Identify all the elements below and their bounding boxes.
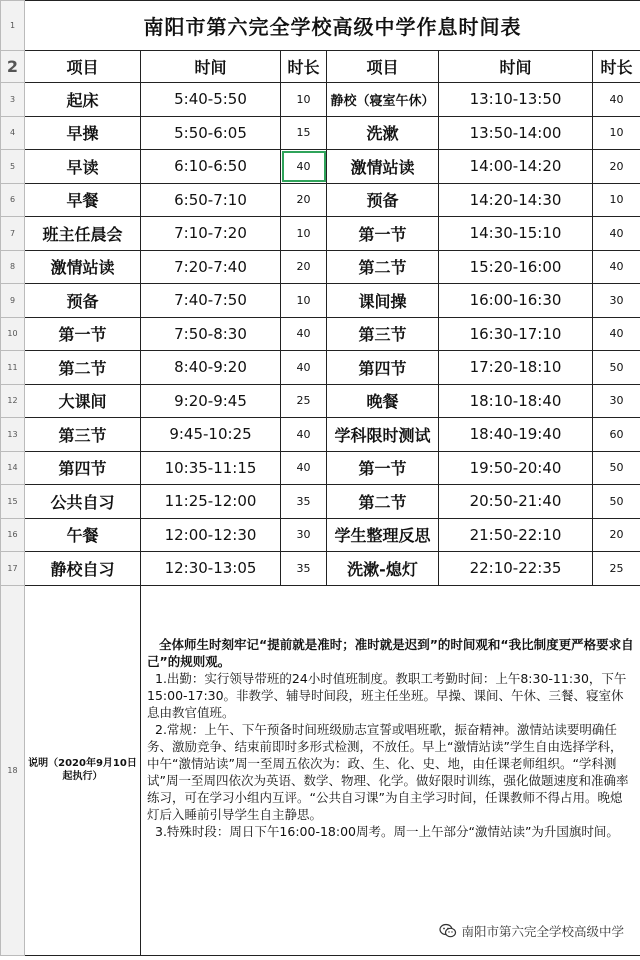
left-duration-cell[interactable]: 10 [281,284,327,318]
notes-text [141,586,640,840]
sheet-title[interactable]: 南阳市第六完全学校高级中学作息时间表 [25,1,640,51]
schedule-row [1,485,640,519]
right-time-cell[interactable]: 14:30-15:10 [439,217,593,251]
left-item-cell[interactable]: 班主任晨会 [25,217,141,251]
schedule-row [1,217,640,251]
left-duration-cell[interactable]: 40 [281,451,327,485]
selected-cell[interactable]: 40 [281,150,327,184]
left-time-cell[interactable]: 7:50-8:30 [141,317,281,351]
row-number[interactable]: 9 [1,284,25,318]
row-number[interactable]: 11 [1,351,25,385]
right-item-cell[interactable]: 第四节 [327,351,439,385]
right-duration-cell[interactable]: 60 [593,418,640,452]
row-number[interactable]: 8 [1,250,25,284]
left-item-cell[interactable]: 起床 [25,83,141,117]
right-duration-cell[interactable]: 25 [593,552,640,586]
left-duration-cell[interactable]: 35 [281,485,327,519]
right-item-cell[interactable]: 学生整理反思 [327,518,439,552]
left-time-cell[interactable]: 8:40-9:20 [141,351,281,385]
notes-routine: 2.常规：上午、下午预备时间班级励志宣誓或唱班歌，振奋精神。激情站读要明确任务、激励竞争、结束前即时多形式检测，不放任。早上“激情站读”学生自由选择学科，中午“激情站读”周一至周五依次为：政、生、化、史、地，由任课老师组织。“学科测试”周一至周四依次为英语、数学、物理、化学。做好限时训练，强化做题速度和准确率练习，可在学习小组内互评。“公共自习课”为自主学习时间，任课教师不得占用。晚熄灯后入睡前引导学生自主静思。 [147,721,629,822]
right-item-cell[interactable]: 洗漱 [327,116,439,150]
left-time-cell[interactable]: 9:45-10:25 [141,418,281,452]
right-time-cell[interactable]: 18:40-19:40 [439,418,593,452]
right-time-cell[interactable]: 16:30-17:10 [439,317,593,351]
left-time-cell[interactable]: 7:40-7:50 [141,284,281,318]
right-duration-cell[interactable]: 40 [593,217,640,251]
right-item-cell[interactable]: 第一节 [327,451,439,485]
wechat-icon [439,922,457,940]
row-number[interactable]: 7 [1,217,25,251]
left-item-cell[interactable]: 早读 [25,150,141,184]
left-time-cell[interactable]: 12:30-13:05 [141,552,281,586]
schedule-row [1,116,640,150]
left-time-cell[interactable]: 6:50-7:10 [141,183,281,217]
right-item-cell[interactable]: 第二节 [327,485,439,519]
schedule-row [1,384,640,418]
left-item-cell[interactable]: 激情站读 [25,250,141,284]
left-item-cell[interactable]: 第二节 [25,351,141,385]
header-duration-left[interactable]: 时长 [281,51,327,83]
row-number[interactable]: 16 [1,518,25,552]
right-time-cell[interactable]: 15:20-16:00 [439,250,593,284]
right-time-cell[interactable]: 13:10-13:50 [439,83,593,117]
row-number[interactable]: 17 [1,552,25,586]
left-duration-cell[interactable]: 30 [281,518,327,552]
row-number[interactable]: 18 [1,585,25,955]
right-item-cell[interactable]: 晚餐 [327,384,439,418]
left-duration-cell[interactable]: 40 [281,351,327,385]
right-duration-cell[interactable]: 10 [593,116,640,150]
right-duration-cell[interactable]: 50 [593,351,640,385]
right-time-cell[interactable]: 18:10-18:40 [439,384,593,418]
left-item-cell[interactable]: 第一节 [25,317,141,351]
right-duration-cell[interactable]: 50 [593,485,640,519]
schedule-row [1,418,640,452]
schedule-row [1,83,640,117]
right-item-cell[interactable]: 预备 [327,183,439,217]
left-time-cell[interactable]: 11:25-12:00 [141,485,281,519]
left-duration-cell[interactable]: 40 [281,317,327,351]
title-row [1,1,640,51]
right-time-cell[interactable]: 16:00-16:30 [439,284,593,318]
left-item-cell[interactable]: 午餐 [25,518,141,552]
right-time-cell[interactable]: 19:50-20:40 [439,451,593,485]
notes-lead: 全体师生时刻牢记“提前就是准时；准时就是迟到”的时间观和“我比制度更严格要求自己”的规则观。 [147,636,634,669]
left-item-cell[interactable]: 早操 [25,116,141,150]
header-duration-right[interactable]: 时长 [593,51,640,83]
notes-label-cell[interactable]: 说明（2020年9月10日起执行） [25,585,141,955]
right-time-cell[interactable]: 21:50-22:10 [439,518,593,552]
right-item-cell[interactable]: 洗漱-熄灯 [327,552,439,586]
right-duration-cell[interactable]: 40 [593,83,640,117]
right-item-cell[interactable]: 第三节 [327,317,439,351]
left-time-cell[interactable]: 7:10-7:20 [141,217,281,251]
right-time-cell[interactable]: 17:20-18:10 [439,351,593,385]
left-time-cell[interactable]: 6:10-6:50 [141,150,281,184]
right-duration-cell[interactable]: 50 [593,451,640,485]
schedule-row [1,518,640,552]
right-item-cell[interactable]: 学科限时测试 [327,418,439,452]
row-number[interactable]: 4 [1,116,25,150]
row-number[interactable]: 15 [1,485,25,519]
row-number[interactable]: 10 [1,317,25,351]
left-time-cell[interactable]: 12:00-12:30 [141,518,281,552]
left-item-cell[interactable]: 公共自习 [25,485,141,519]
right-duration-cell[interactable]: 40 [593,317,640,351]
schedule-row [1,552,640,586]
schedule-row [1,451,640,485]
right-item-cell[interactable]: 激情站读 [327,150,439,184]
right-item-cell[interactable]: 第二节 [327,250,439,284]
left-item-cell[interactable]: 预备 [25,284,141,318]
row-number[interactable]: 3 [1,83,25,117]
left-item-cell[interactable]: 静校自习 [25,552,141,586]
right-time-cell[interactable]: 22:10-22:35 [439,552,593,586]
left-time-cell[interactable]: 5:40-5:50 [141,83,281,117]
row-number[interactable]: 2 [1,51,25,83]
right-time-cell[interactable]: 14:00-14:20 [439,150,593,184]
left-duration-cell[interactable]: 25 [281,384,327,418]
schedule-row [1,250,640,284]
notes-cell[interactable] [141,585,640,955]
left-duration-cell[interactable]: 15 [281,116,327,150]
row-number[interactable]: 6 [1,183,25,217]
schedule-row [1,150,640,184]
notes-special: 3.特殊时段：周日下午16:00-18:00周考。周一上午部分“激情站读”为升国旗时间。 [155,823,619,839]
left-time-cell[interactable]: 7:20-7:40 [141,250,281,284]
schedule-row [1,284,640,318]
right-item-cell[interactable]: 第一节 [327,217,439,251]
header-time-left[interactable]: 时间 [141,51,281,83]
left-item-cell[interactable]: 第四节 [25,451,141,485]
right-duration-cell[interactable]: 40 [593,250,640,284]
schedule-row [1,183,640,217]
right-duration-cell[interactable]: 30 [593,384,640,418]
watermark [439,922,624,940]
left-item-cell[interactable]: 第三节 [25,418,141,452]
row-number[interactable]: 1 [1,1,25,51]
row-number[interactable]: 13 [1,418,25,452]
notes-row [1,585,640,955]
row-number[interactable]: 12 [1,384,25,418]
left-duration-cell[interactable]: 40 [281,418,327,452]
left-time-cell[interactable]: 10:35-11:15 [141,451,281,485]
left-duration-cell[interactable]: 20 [281,250,327,284]
left-duration-cell[interactable]: 35 [281,552,327,586]
left-duration-cell[interactable]: 10 [281,83,327,117]
right-time-cell[interactable]: 13:50-14:00 [439,116,593,150]
left-duration-cell[interactable]: 20 [281,183,327,217]
header-item-left[interactable]: 项目 [25,51,141,83]
header-time-right[interactable]: 时间 [439,51,593,83]
right-item-cell[interactable]: 课间操 [327,284,439,318]
right-item-cell[interactable]: 静校（寝室午休） [327,83,439,117]
right-duration-cell[interactable]: 20 [593,150,640,184]
notes-attendance: 1.出勤：实行领导带班的24小时值班制度。教职工考勤时间：上午8:30-11:30，下午15:00-17:30。非教学、辅导时间段，班主任坐班。早操、课间、午休、三餐、寝室休息由教官值班。 [147,670,627,720]
right-time-cell[interactable]: 20:50-21:40 [439,485,593,519]
right-duration-cell[interactable]: 30 [593,284,640,318]
left-time-cell[interactable]: 9:20-9:45 [141,384,281,418]
left-duration-cell[interactable]: 10 [281,217,327,251]
left-item-cell[interactable]: 早餐 [25,183,141,217]
watermark-text: 南阳市第六完全学校高级中学 [461,924,624,939]
right-time-cell[interactable]: 14:20-14:30 [439,183,593,217]
right-duration-cell[interactable]: 10 [593,183,640,217]
schedule-row [1,351,640,385]
row-number[interactable]: 5 [1,150,25,184]
header-row [1,51,640,83]
schedule-row [1,317,640,351]
header-item-right[interactable]: 项目 [327,51,439,83]
left-item-cell[interactable]: 大课间 [25,384,141,418]
right-duration-cell[interactable]: 20 [593,518,640,552]
row-number[interactable]: 14 [1,451,25,485]
left-time-cell[interactable]: 5:50-6:05 [141,116,281,150]
